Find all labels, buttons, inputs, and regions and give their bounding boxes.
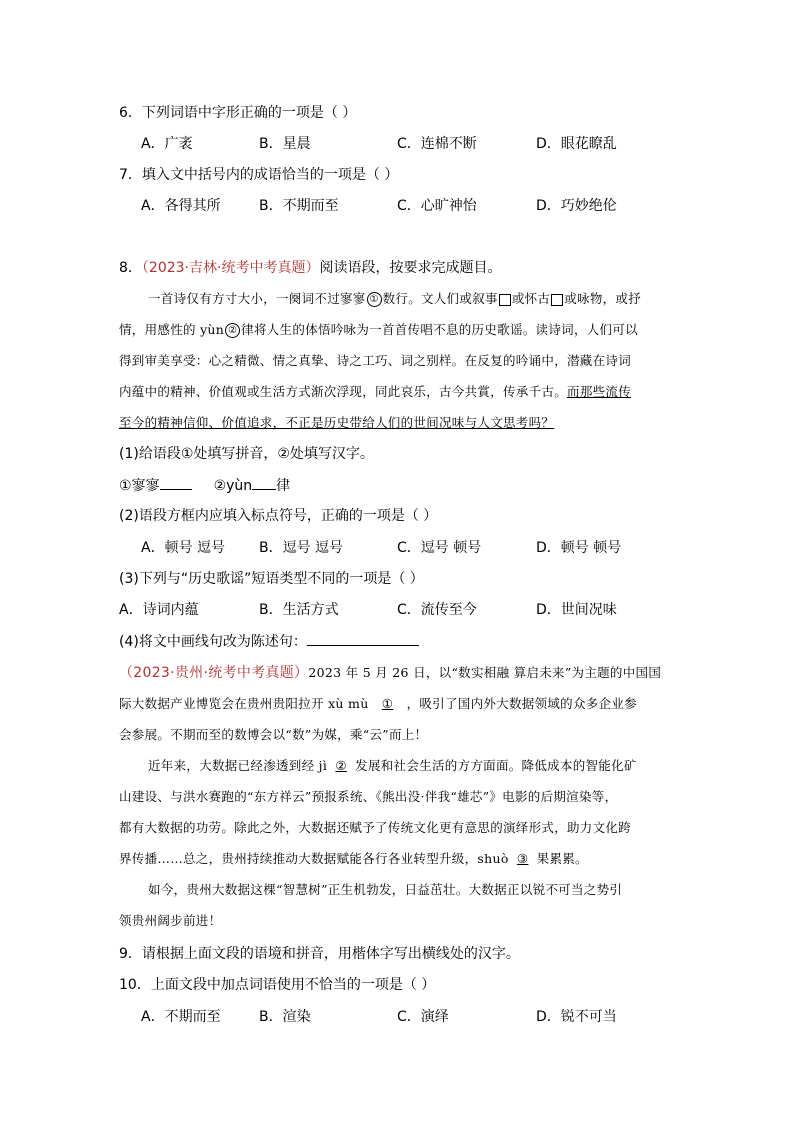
- blank-3: ③: [516, 851, 529, 866]
- question-8-header: [119, 258, 501, 278]
- q10-option-a: A．不期而至: [141, 1009, 221, 1025]
- passage2-line-7: 界传播……总之，贵州持续推动大数据赋能各行各业转型升级，shuò ③ 果累累。: [119, 849, 588, 869]
- passage2-line-8: 如今，贵州大数据这棵“智慧树”正生机勃发，日益茁壮。大数据正以锐不可当之势引: [148, 882, 623, 897]
- punctuation-box: [499, 294, 511, 306]
- answer-blank: [252, 475, 276, 490]
- answer-blank: [160, 475, 192, 490]
- passage-line-4: 内蕴中的精神、价值观或生活方式渐次浮现，同此哀乐，古今共賞，传承千古。而那些流传: [119, 384, 632, 399]
- passage-line-3: 得到审美享受：心之精微、情之真挚、诗之工巧、词之别样。在反复的吟诵中，潜藏在诗词: [119, 353, 632, 368]
- question-7-stem: 7．填入文中括号内的成语恰当的一项是（ ）: [119, 167, 399, 183]
- passage2-line-5: 山建设、与洪水赛跑的“东方祥云”预报系统、《熊出没·伴我“雄芯”》电影的后期渲染等，: [119, 789, 618, 804]
- passage-source-tag: （2023·贵州·统考中考真题）: [119, 665, 309, 681]
- passage-line-2: 情，用感性的 yùn ② 律将人生的体悟吟咏为一首首传唱不息的历史歌谣。读诗词，人们可以: [119, 322, 638, 337]
- passage2-line-2: 际大数据产业博览会在贵州贵阳拉开 xù mù ① ，吸引了国内外大数据领域的众多企业参: [119, 694, 637, 714]
- q7-option-b: B．不期而至: [259, 198, 339, 214]
- question-6-stem: 6．下列词语中字形正确的一项是（ ）: [119, 105, 357, 121]
- q6-option-b: B．星晨: [259, 136, 311, 152]
- q6-option-c: C．连棉不断: [397, 136, 477, 152]
- passage2-line-9: 领贵州阔步前进！: [119, 913, 222, 928]
- blank-marker-1: ①: [367, 292, 382, 307]
- passage2-line-1: （2023·贵州·统考中考真题）2023 年 5 月 26 日，以“数实相融 算启未来”为主题的中国国: [119, 665, 662, 681]
- passage-line-1: 一首诗仅有方寸大小，一阕词不过寥寥 ① 数行。文人们或叙事 或怀古 或咏物，或抒: [148, 291, 642, 306]
- question-instruction: 阅读语段，按要求完成题目。: [319, 260, 502, 276]
- punctuation-box: [551, 294, 563, 306]
- sub-question-4: (4)将文中画线句改为陈述句：: [119, 631, 419, 652]
- q10-option-d: D．锐不可当: [536, 1009, 617, 1025]
- sub2-option-d: D．顿号 顿号: [536, 540, 622, 556]
- sub2-option-a: A．顿号 逗号: [141, 540, 226, 556]
- sub2-option-b: B．逗号 逗号: [259, 540, 344, 556]
- sub-question-2: (2)语段方框内应填入标点符号，正确的一项是（ ）: [119, 508, 438, 524]
- passage-line-5: 至今的精神信仰、价值追求，不正是历史带给人们的世间况味与人文思考吗？: [119, 415, 555, 430]
- sub3-option-a: A．诗词内蕴: [119, 602, 199, 618]
- blank-marker-2: ②: [225, 323, 240, 338]
- answer-blank: [307, 631, 419, 646]
- q6-option-a: A．广袤: [141, 136, 193, 152]
- sub3-option-b: B．生活方式: [259, 602, 339, 618]
- sub-question-1: (1)给语段①处填写拼音，②处填写汉字。: [119, 446, 374, 462]
- q7-option-a: A．各得其所: [141, 198, 221, 214]
- sub-question-1-answers: ①寥寥 ②yùn 律: [119, 475, 290, 496]
- underlined-sentence: 而那些流传: [567, 384, 632, 399]
- q6-option-d: D．眼花瞭乱: [536, 136, 617, 152]
- sub-question-3: (3)下列与“历史歌谣”短语类型不同的一项是（ ）: [119, 571, 424, 587]
- q10-option-b: B．渲染: [259, 1009, 311, 1025]
- question-source-tag: （2023·吉林·统考中考真题）: [141, 260, 320, 276]
- passage2-line-6: 都有大数据的功劳。除此之外，大数据还赋予了传统文化更有意思的演绎形式，助力文化跨: [119, 820, 632, 835]
- q10-option-c: C．演绎: [397, 1009, 449, 1025]
- q7-option-d: D．巧妙绝伦: [536, 198, 617, 214]
- passage2-line-3: 会参展。不期而至的数博会以“数”为媒，乘“云”而上！: [119, 727, 428, 742]
- sub2-option-c: C．逗号 顿号: [397, 540, 482, 556]
- sub3-option-c: C．流传至今: [397, 602, 477, 618]
- passage2-line-4: 近年来，大数据已经渗透到经 jì ② 发展和社会生活的方方面面。降低成本的智能化矿: [148, 756, 637, 776]
- sub3-option-d: D．世间况味: [536, 602, 617, 618]
- q7-option-c: C．心旷神怡: [397, 198, 477, 214]
- blank-1: ①: [381, 696, 394, 711]
- question-number: 8．: [119, 260, 142, 276]
- blank-2: ②: [335, 758, 347, 773]
- question-10-stem: 10．上面文段中加点词语使用不恰当的一项是（ ）: [119, 977, 436, 993]
- question-9-stem: 9．请根据上面文段的语境和拼音，用楷体字写出横线处的汉字。: [119, 946, 520, 962]
